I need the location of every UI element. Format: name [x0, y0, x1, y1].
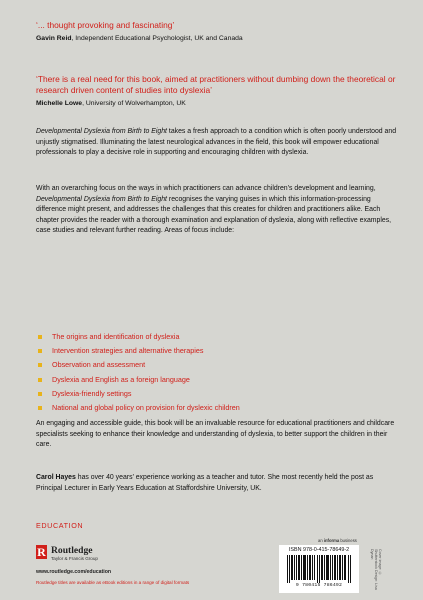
subject-category: EDUCATION	[36, 521, 84, 530]
informa-prefix: an	[318, 538, 324, 543]
author-bio	[36, 473, 400, 494]
quote-1-affiliation: , Independent Educational Psychologist, UK and Canada	[71, 35, 243, 42]
description-2-start: With an overarching focus on the ways in which practitioners can advance children’s development and learning,	[36, 185, 376, 192]
author-name: Carol Hayes	[36, 474, 76, 481]
list-item: Dyslexia and English as a foreign language	[36, 373, 396, 387]
informa-suffix: business	[339, 538, 357, 543]
publisher-name: Routledge	[51, 545, 93, 556]
ebook-note: Routledge titles are available as eBook editions in a range of digital formats	[36, 580, 190, 585]
cover-credit: Cover image: © Shutterstock Design: Lisa Dynan	[370, 549, 382, 590]
quote-2-attribution	[36, 99, 400, 108]
quote-1	[36, 20, 400, 43]
barcode-digits: 9 780415 786492	[295, 583, 343, 588]
publisher-group: Taylor & Francis Group	[51, 556, 98, 561]
quote-2	[36, 74, 400, 108]
description-paragraph-2	[36, 184, 400, 237]
book-title: Developmental Dyslexia from Birth to Eight	[36, 128, 167, 135]
description-paragraph-1	[36, 127, 400, 159]
barcode	[279, 545, 359, 593]
list-item: The origins and identification of dyslexia	[36, 330, 396, 344]
informa-name: informa	[323, 538, 340, 543]
quote-2-affiliation: , University of Wolverhampton, UK	[82, 100, 186, 107]
list-item: Dyslexia-friendly settings	[36, 387, 396, 401]
informa-note	[318, 538, 357, 543]
description-2-rest: recognises the varying guises in which this information-processing difference might present, and addresses the challenges that this creates for children and practitioners alike. Each chapter provides the reader with a thorough examination and explanation of dyslexia, along with reflective examples, case studies and relevant further reading. Areas of focus include:	[36, 195, 392, 235]
list-item: Intervention strategies and alternative therapies	[36, 344, 396, 358]
focus-areas-list	[36, 330, 396, 415]
quote-1-text: ‘... thought provoking and fascinating’	[36, 20, 175, 30]
barcode-bars	[287, 555, 351, 583]
list-item: National and global policy on provision for dyslexic children	[36, 401, 396, 415]
svg-text:R: R	[37, 545, 46, 559]
book-title-2: Developmental Dyslexia from Birth to Eight	[36, 195, 167, 203]
author-bio-text: has over 40 years’ experience working as a teacher and tutor. She most recently held the post as Principal Lecturer in Early Years Education at Staffordshire University, UK.	[36, 474, 374, 492]
description-1-text: takes a fresh approach to a condition which is often poorly understood and unjustly stigmatised. Illuminating the latest neurological advances in the field, this book will empower educational professionals to play a decisive role in supporting and encouraging children with dyslexia.	[36, 128, 397, 157]
quote-1-attribution	[36, 34, 400, 43]
quote-2-author: Michelle Lowe	[36, 100, 83, 107]
routledge-r-icon	[36, 545, 47, 559]
list-item: Observation and assessment	[36, 358, 396, 372]
closing-paragraph: An engaging and accessible guide, this book will be an invaluable resource for educational practitioners and childcare specialists seeking to enhance their knowledge and understanding of dyslexia, to better support the children in their care.	[36, 420, 395, 449]
publisher-url[interactable]: www.routledge.com/education	[36, 569, 112, 575]
isbn-text: ISBN 978-0-415-78649-2	[288, 547, 350, 553]
publisher-logo	[36, 545, 196, 585]
quote-1-author: Gavin Reid	[36, 35, 72, 42]
quote-2-text: ‘There is a real need for this book, aimed at practitioners without dumbing down the theoretical or research driven content of studies into dyslexia’	[36, 74, 396, 95]
